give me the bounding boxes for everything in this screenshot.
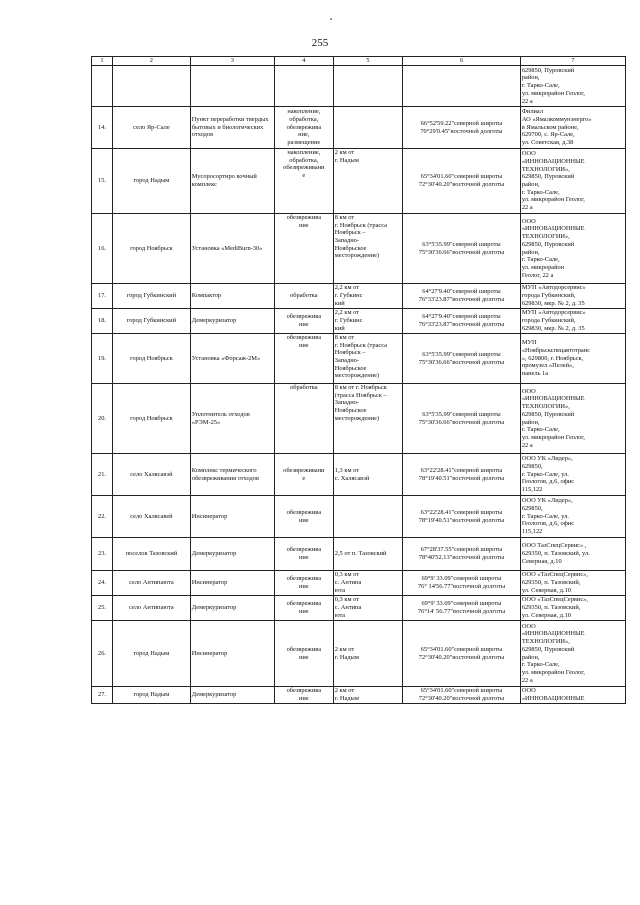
cell-coordinates: 66°52'59.22"северной широты 70°29'0.45"восточной долготы <box>403 107 521 149</box>
cell-coordinates: 65°34'01.60"северной широты 72°30'40.20"восточной долготы <box>403 149 521 214</box>
facilities-table <box>91 56 626 704</box>
cell-location: город Губкинский <box>113 309 191 334</box>
cell-number: 25. <box>92 596 113 621</box>
cell-number <box>92 66 113 107</box>
cell-distance: 2 км от г. Надым <box>333 687 402 704</box>
cell-number: 15. <box>92 149 113 214</box>
cell-location: село Халясавэй <box>113 454 191 496</box>
cell-facility <box>190 66 274 107</box>
header-row <box>92 57 626 66</box>
cell-activity: обезврежива ние <box>274 334 333 384</box>
cell-facility: Мусоросортиро вочный комплекс <box>190 149 274 214</box>
cell-operator: ООО «ТазСпецСервис», 629350, п. Тазовский, ул. Северная, д.10 <box>520 571 625 596</box>
cell-coordinates <box>403 66 521 107</box>
cell-distance: 8 км от г. Ноябрьск (трасса Ноябрьск – Западно- Ноябрьское месторождение) <box>333 214 402 284</box>
table-row <box>92 66 626 107</box>
table-row <box>92 596 626 621</box>
header-cell: 1 <box>92 57 113 66</box>
scan-speck <box>330 18 332 20</box>
cell-coordinates: 67°28'37.55"северной широты 78°40'52.13"восточной долготы <box>403 538 521 571</box>
cell-facility: Демеркуризатор <box>190 687 274 704</box>
cell-facility: Пункт переработки твердых бытовых и биологических отходов <box>190 107 274 149</box>
cell-location: город Надым <box>113 621 191 687</box>
cell-facility: Компактор <box>190 284 274 309</box>
table-row <box>92 496 626 538</box>
cell-activity: обезвреживани е <box>274 454 333 496</box>
cell-location: город Ноябрьск <box>113 214 191 284</box>
table-row <box>92 454 626 496</box>
cell-activity: накопление, обработка, обезвреживани е <box>274 149 333 214</box>
cell-location: город Надым <box>113 687 191 704</box>
cell-distance: 8 км от г. Ноябрьск (трасса Ноябрьск – Западно- Ноябрьское месторождение) <box>333 334 402 384</box>
cell-coordinates: 64°27'9.40"северной широты 76°33'23.87"восточной долготы <box>403 309 521 334</box>
table-row <box>92 149 626 214</box>
cell-facility: Установка «Форсаж-2М» <box>190 334 274 384</box>
cell-number: 21. <box>92 454 113 496</box>
cell-operator: ООО УК «Лидер», 629850, г. Тарко-Сале, ул. Геологов, д.6, офис 115,122 <box>520 454 625 496</box>
table-row <box>92 384 626 454</box>
header-cell: 4 <box>274 57 333 66</box>
cell-coordinates: 63°5'35.99"северной широты 75°30'36.66"восточной долготы <box>403 334 521 384</box>
cell-activity <box>274 66 333 107</box>
cell-number: 24. <box>92 571 113 596</box>
cell-operator: ООО «ТазСпецСервис», 629350, п. Тазовский, ул. Северная, д.10 <box>520 596 625 621</box>
cell-distance: 2,2 км от г. Губкинс кий <box>333 284 402 309</box>
table-row <box>92 621 626 687</box>
cell-number: 27. <box>92 687 113 704</box>
cell-activity: обезврежива ние <box>274 496 333 538</box>
table-row <box>92 214 626 284</box>
table-body <box>92 66 626 704</box>
page-number: 255 <box>311 37 329 49</box>
cell-coordinates: 69°9' 33.09"северной широты 76°14' 56.77"восточной долготы <box>403 596 521 621</box>
cell-activity: обезврежива ние <box>274 596 333 621</box>
cell-facility: Установка «MediBurn-30» <box>190 214 274 284</box>
cell-number: 14. <box>92 107 113 149</box>
cell-activity: обезврежива ние <box>274 214 333 284</box>
cell-distance <box>333 66 402 107</box>
cell-operator: ООО «ИННОВАЦИОННЫЕ ТЕХНОЛОГИИ», 629850, Пуровский район, г. Тарко-Сале, ул. микрорайон Геолог, 22 а <box>520 149 625 214</box>
cell-coordinates: 63°5'35.99"северной широты 75°30'36.66"восточной долготы <box>403 214 521 284</box>
cell-coordinates: 63°5'35.99"северной широты 75°30'36.66"восточной долготы <box>403 384 521 454</box>
cell-activity: обезврежива ние <box>274 571 333 596</box>
cell-distance: 0,3 км от с. Антипа юта <box>333 596 402 621</box>
cell-operator: ООО ТазСпецСервис» , 629350, п. Тазовский, ул. Северная, д.10 <box>520 538 625 571</box>
cell-location <box>113 66 191 107</box>
cell-activity: обезврежива ние <box>274 538 333 571</box>
table-row <box>92 687 626 704</box>
table-row <box>92 571 626 596</box>
cell-coordinates: 63°22'28.41"северной широты 78°19'40.51"восточной долготы <box>403 496 521 538</box>
cell-location: город Надым <box>113 149 191 214</box>
cell-activity: обработка <box>274 384 333 454</box>
cell-distance <box>333 107 402 149</box>
header-cell: 5 <box>333 57 402 66</box>
cell-operator: ООО «ИННОВАЦИОННЫЕ <box>520 687 625 704</box>
cell-facility: Комплекс термического обезвреживания отходов <box>190 454 274 496</box>
cell-operator: МУП «Ноябрьскспецавтотранс », 629800, г. Ноябрьск, промузел «Пелей», панель 1а <box>520 334 625 384</box>
cell-activity: обезврежива ние <box>274 621 333 687</box>
cell-operator: МУП «Автодорсервис» города Губкинский, 629830, мкр. № 2, д. 35 <box>520 309 625 334</box>
cell-activity: обезврежива ние <box>274 309 333 334</box>
cell-operator: Филиал АО «Ямалкоммунэнерго» в Ямальском районе, 629700, с. Яр-Сале, ул. Советская, д.38 <box>520 107 625 149</box>
cell-location: село Антипаюта <box>113 571 191 596</box>
cell-coordinates: 69°9' 33.09"северной широты 76° 14'56.77"восточной долготы <box>403 571 521 596</box>
cell-facility: Демеркуризатор <box>190 596 274 621</box>
cell-location: поселок Тазовский <box>113 538 191 571</box>
cell-facility: Инсинератор <box>190 571 274 596</box>
table-row <box>92 284 626 309</box>
header-cell: 3 <box>190 57 274 66</box>
cell-number: 22. <box>92 496 113 538</box>
cell-operator: МУП «Автодорсервис» города Губкинский, 629830, мкр. № 2, д. 35 <box>520 284 625 309</box>
cell-operator: 629850, Пуровский район, г. Тарко-Сале, ул. микрорайон Геолог, 22 а <box>520 66 625 107</box>
header-cell: 6 <box>403 57 521 66</box>
cell-operator: ООО «ИННОВАЦИОННЫЕ ТЕХНОЛОГИИ», 629850, Пуровский район, г. Тарко-Сале, ул. микрорайон Геолог, 22 а <box>520 214 625 284</box>
cell-facility: Демеркуризатор <box>190 538 274 571</box>
cell-number: 16. <box>92 214 113 284</box>
cell-distance: 2,5 от п. Тазовский <box>333 538 402 571</box>
cell-distance: 2,2 км от г. Губкинс кий <box>333 309 402 334</box>
cell-distance: 1,3 км от с. Халясавэй <box>333 454 402 496</box>
cell-location: село Антипаюта <box>113 596 191 621</box>
cell-distance: 8 км от г. Ноябрьск (трасса Ноябрьск – Западно- Ноябрьское месторождение) <box>333 384 402 454</box>
cell-location: город Ноябрьск <box>113 384 191 454</box>
table-row <box>92 538 626 571</box>
cell-number: 17. <box>92 284 113 309</box>
cell-location: город Губкинский <box>113 284 191 309</box>
cell-location: село Халясавей <box>113 496 191 538</box>
cell-distance <box>333 496 402 538</box>
cell-number: 20. <box>92 384 113 454</box>
cell-activity: обезврежива ние <box>274 687 333 704</box>
cell-facility: Уплотнитель отходов «РЭМ-25» <box>190 384 274 454</box>
cell-operator: ООО УК «Лидер», 629850, г. Тарко-Сале, ул. Геологов, д.6, офис 115,122 <box>520 496 625 538</box>
cell-distance: 2 км от г. Надым <box>333 621 402 687</box>
cell-coordinates: 65°34'01.60"северной широты 72°30'40.20"восточной долготы <box>403 687 521 704</box>
cell-distance: 0,3 км от с. Антипа юта <box>333 571 402 596</box>
table-row <box>92 309 626 334</box>
cell-number: 18. <box>92 309 113 334</box>
cell-coordinates: 65°34'01.60"северной широты 72°30'40.20"восточной долготы <box>403 621 521 687</box>
table-row <box>92 334 626 384</box>
cell-activity: обработка <box>274 284 333 309</box>
cell-activity: накопление, обработка, обезврежива ние, размещение <box>274 107 333 149</box>
cell-coordinates: 63°22'28.41"северной широты 78°19'40.51"восточной долготы <box>403 454 521 496</box>
cell-facility: Демеркуризатор <box>190 309 274 334</box>
cell-number: 23. <box>92 538 113 571</box>
cell-facility: Инсинератор <box>190 621 274 687</box>
header-cell: 7 <box>520 57 625 66</box>
cell-operator: ООО «ИННОВАЦИОННЫЕ ТЕХНОЛОГИИ», 629850, Пуровский район, г. Тарко-Сале, ул. микрорайон Геолог, 22 а <box>520 384 625 454</box>
cell-distance: 2 км от г. Надым <box>333 149 402 214</box>
cell-number: 19. <box>92 334 113 384</box>
table-row <box>92 107 626 149</box>
cell-operator: ООО «ИННОВАЦИОННЫЕ ТЕХНОЛОГИИ», 629850, Пуровский район, г. Тарко-Сале, ул. микрорайон Геолог, 22 а <box>520 621 625 687</box>
cell-number: 26. <box>92 621 113 687</box>
cell-location: город Ноябрьск <box>113 334 191 384</box>
cell-coordinates: 64°27'9.40"северной широты 76°33'23.87"восточной долготы <box>403 284 521 309</box>
header-cell: 2 <box>113 57 191 66</box>
cell-facility: Инсинератор <box>190 496 274 538</box>
cell-location: село Яр-Сале <box>113 107 191 149</box>
